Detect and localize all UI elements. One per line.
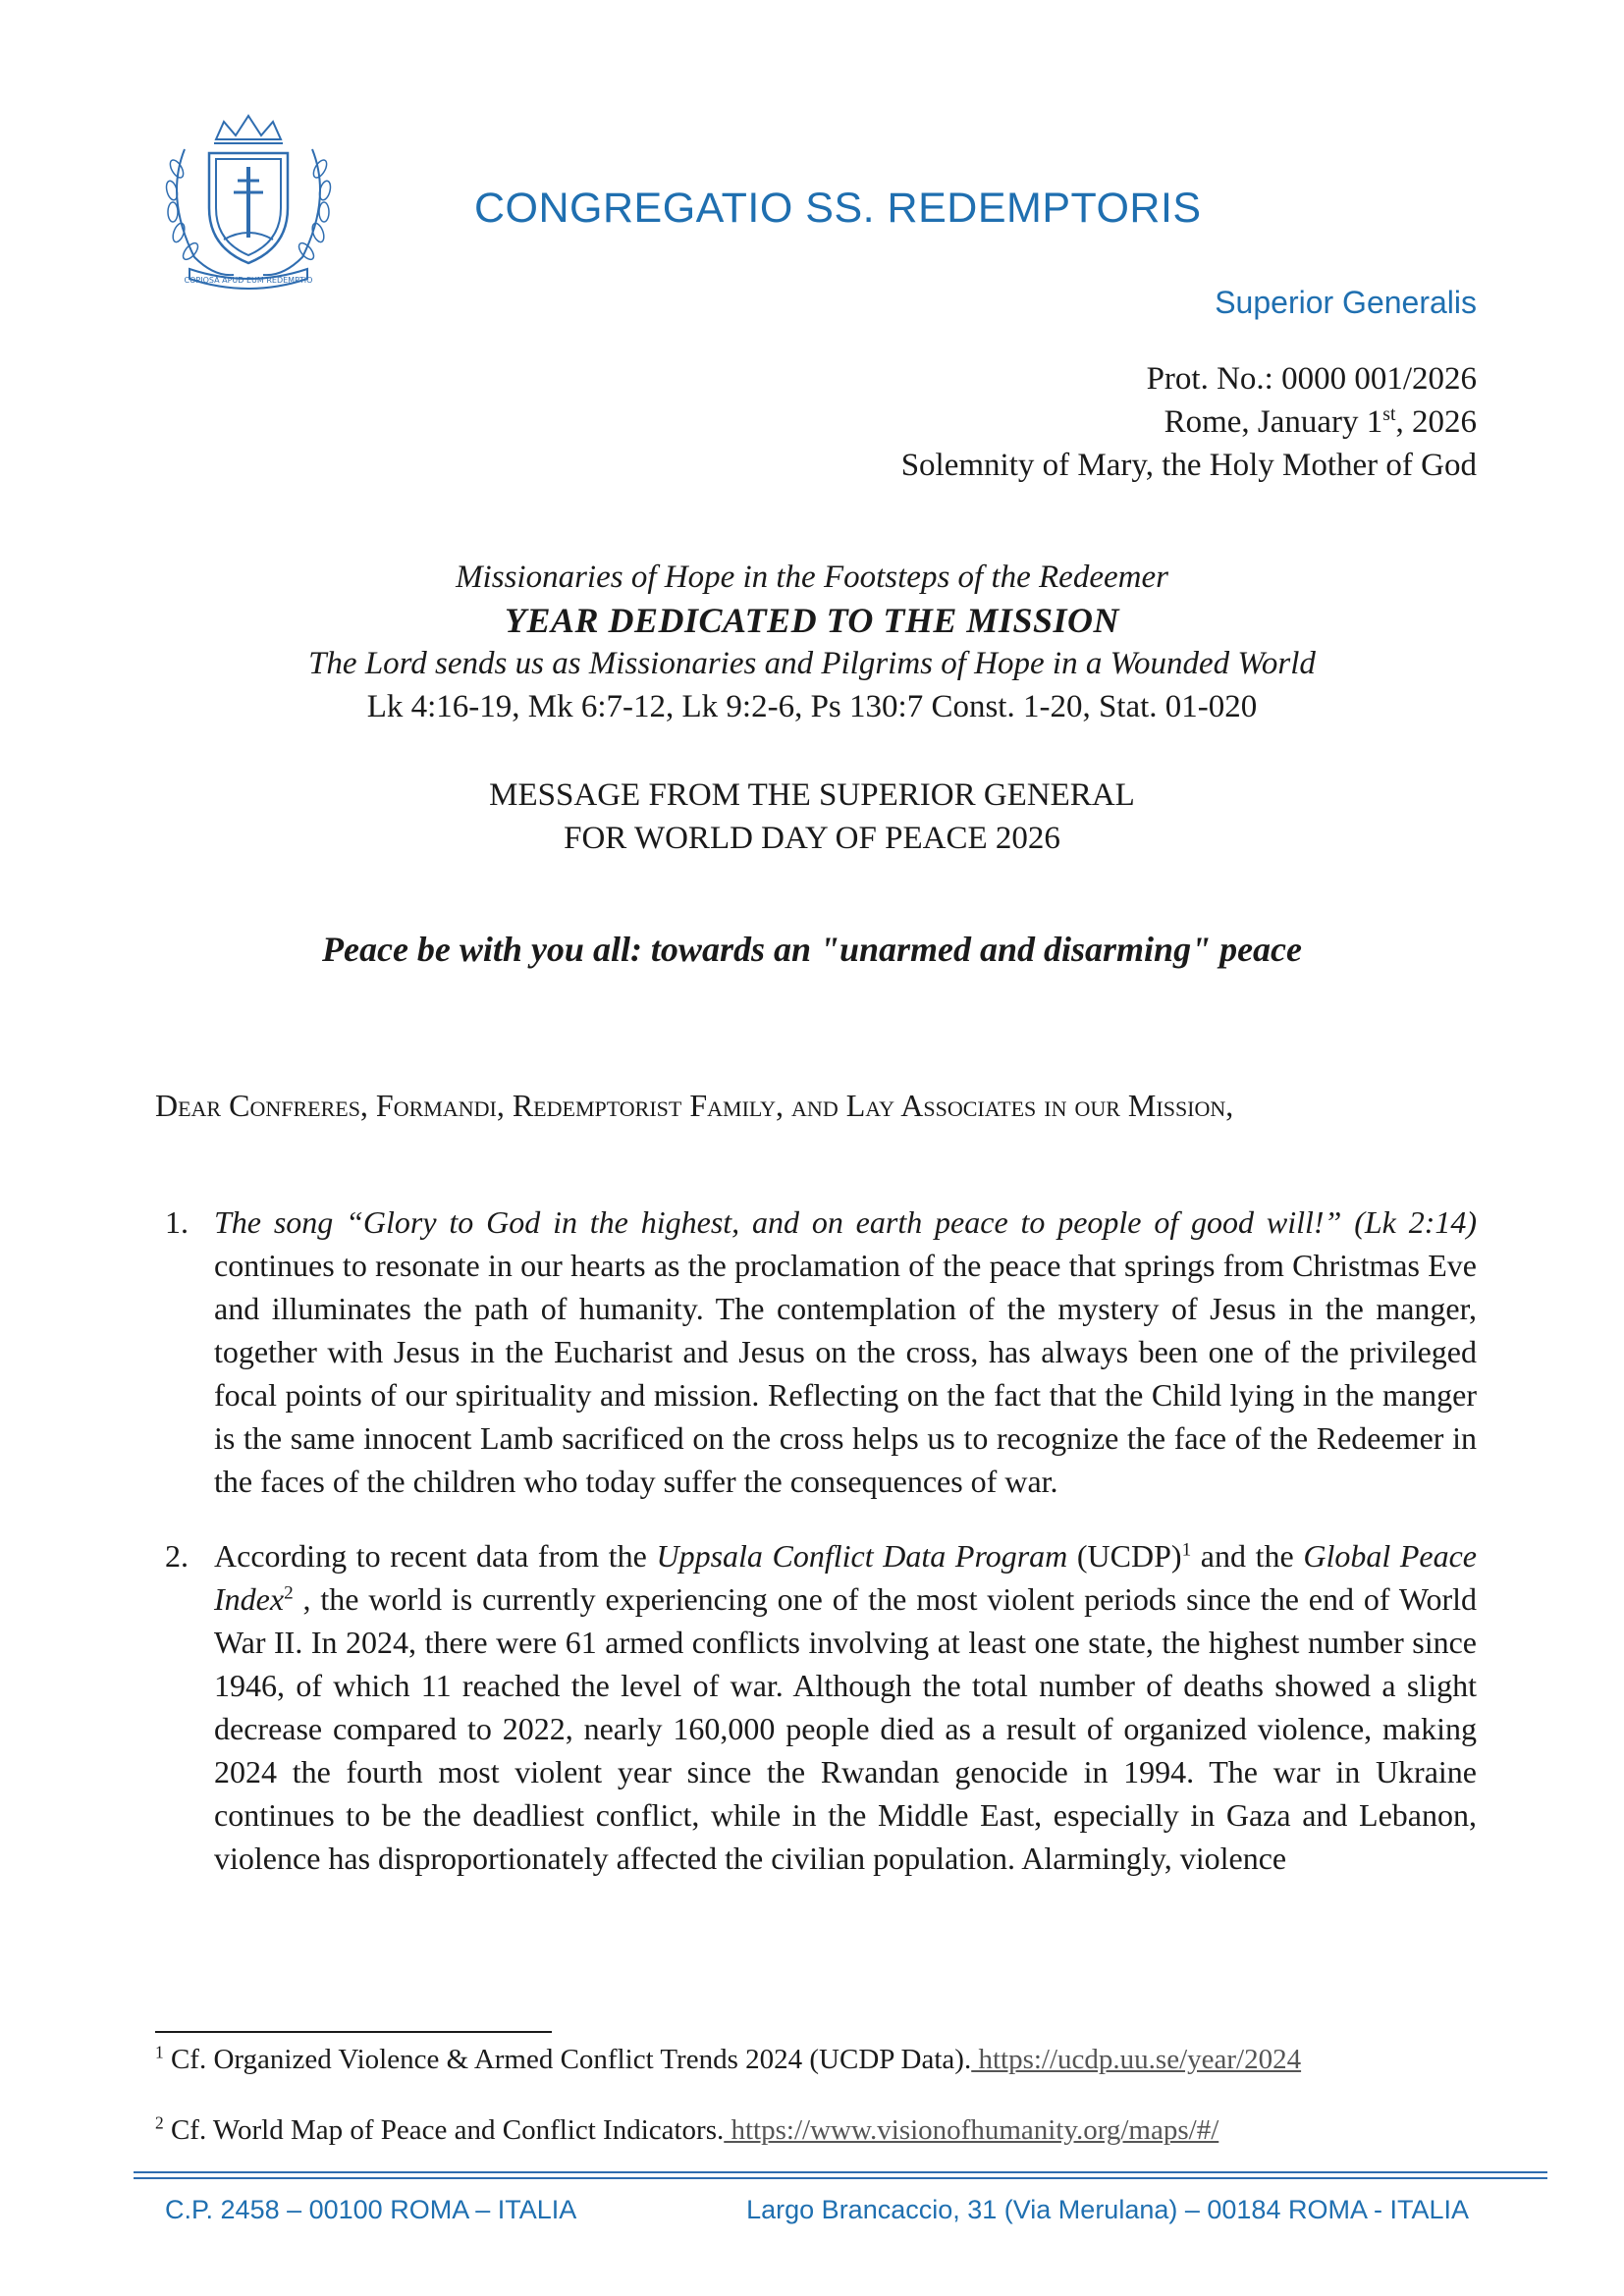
footer-postal-address: C.P. 2458 – 00100 ROMA – ITALIA	[165, 2195, 577, 2224]
footer-street-address: Largo Brancaccio, 31 (Via Merulana) – 00184 ROMA - ITALIA	[746, 2195, 1469, 2224]
message-subtitle: Peace be with you all: towards an "unarmed and disarming" peace	[322, 930, 1302, 969]
footnote-link[interactable]: https://ucdp.uu.se/year/2024	[971, 2044, 1302, 2075]
organization-name: CONGREGATIO SS. REDEMPTORIS	[474, 185, 1202, 232]
paragraph-number: 2.	[165, 1538, 189, 1574]
footnote-ref-2[interactable]: 2	[284, 1582, 294, 1604]
document-meta	[901, 357, 1477, 487]
paragraph-1	[155, 1201, 1477, 1503]
title-line-references: Lk 4:16-19, Mk 6:7-12, Lk 9:2-6, Ps 130:7 Const. 1-20, Stat. 01-020	[366, 689, 1258, 724]
paragraph-text: , the world is currently experiencing one of the most violent periods since the end of World War II. In 2024, there were 61 armed conflicts involving at least one state, the highest number since 1946, of which 11 reached the level of war. Although the total number of deaths showed a slight decrease compared to 2022, nearly 160,000 people died as a result of organized violence, making 2024 the fourth most violent year since the Rwandan genocide in 1994. The war in Ukraine continues to be the deadliest conflict, while in the Middle East, especially in Gaza and Lebanon, violence has disproportionately affected the civilian population. Alarmingly, violence	[214, 1581, 1477, 1876]
footnote-text: Cf. World Map of Peace and Conflict Indicators.	[163, 2114, 725, 2146]
program-name: Uppsala Conflict Data Program	[656, 1538, 1068, 1574]
index-name: Global Peace Index	[214, 1538, 1477, 1617]
footnote-2	[155, 2110, 1477, 2150]
footnote-ref-1[interactable]: 1	[1181, 1539, 1192, 1561]
title-line-theme: Missionaries of Hope in the Footsteps of the Redeemer	[456, 560, 1168, 595]
message-line-1: MESSAGE FROM THE SUPERIOR GENERAL	[489, 777, 1135, 813]
date-prefix: Rome, January 1	[1164, 404, 1383, 440]
footnote-1	[155, 2040, 1477, 2079]
salutation: Dear Confreres, Formandi, Redemptorist Family, and Lay Associates in our Mission,	[155, 1088, 1234, 1123]
title-line-motto: The Lord sends us as Missionaries and Pilgrims of Hope in a Wounded World	[308, 646, 1316, 681]
paragraph-quote: The song “Glory to God in the highest, and on earth peace to people of good will!” (Lk 2:14)	[214, 1204, 1477, 1240]
paragraph-text: (UCDP)	[1067, 1538, 1182, 1574]
message-heading	[147, 774, 1477, 860]
title-block	[147, 556, 1477, 728]
occasion: Solemnity of Mary, the Holy Mother of God	[900, 448, 1477, 483]
paragraph-2	[155, 1534, 1477, 1880]
date-suffix: , 2026	[1395, 404, 1477, 440]
paragraph-text: and the	[1191, 1538, 1304, 1574]
document-date	[901, 400, 1477, 444]
logo-motto: COPIOSA APUD EUM REDEMPTIO	[184, 276, 313, 285]
body-paragraphs	[155, 1201, 1477, 1911]
protocol-number: Prot. No.: 0000 001/2026	[1146, 361, 1477, 397]
date-ordinal: st	[1382, 403, 1396, 425]
footer-divider	[134, 2177, 1547, 2179]
footer-divider	[134, 2171, 1547, 2173]
footnotes	[155, 2040, 1477, 2181]
congregation-logo	[155, 110, 342, 293]
paragraph-text: continues to resonate in our hearts as the proclamation of the peace that springs from Christmas Eve and illuminates the path of humanity. The contemplation of the mystery of Jesus in the manger, together with Jesus in the Eucharist and Jesus on the cross, has always been one of the privileged focal points of our spirituality and mission. Reflecting on the fact that the Child lying in the manger is the same innocent Lamb sacrificed on the cross helps us to recognize the face of the Redeemer in the faces of the children who today suffer the consequences of war.	[214, 1248, 1477, 1499]
footnote-divider	[155, 2031, 552, 2033]
footnote-link[interactable]: https://www.visionofhumanity.org/maps/#/	[724, 2114, 1219, 2146]
footnote-mark: 1	[155, 2042, 164, 2062]
title-line-year: YEAR DEDICATED TO THE MISSION	[505, 601, 1119, 640]
office-title: Superior Generalis	[1215, 285, 1477, 320]
footnote-mark: 2	[155, 2112, 164, 2133]
message-line-2: FOR WORLD DAY OF PEACE 2026	[564, 821, 1060, 856]
paragraph-text: According to recent data from the	[214, 1538, 657, 1574]
coat-of-arms-icon	[155, 110, 342, 293]
footnote-text: Cf. Organized Violence & Armed Conflict Trends 2024 (UCDP Data).	[163, 2044, 972, 2075]
paragraph-number: 1.	[165, 1204, 189, 1240]
